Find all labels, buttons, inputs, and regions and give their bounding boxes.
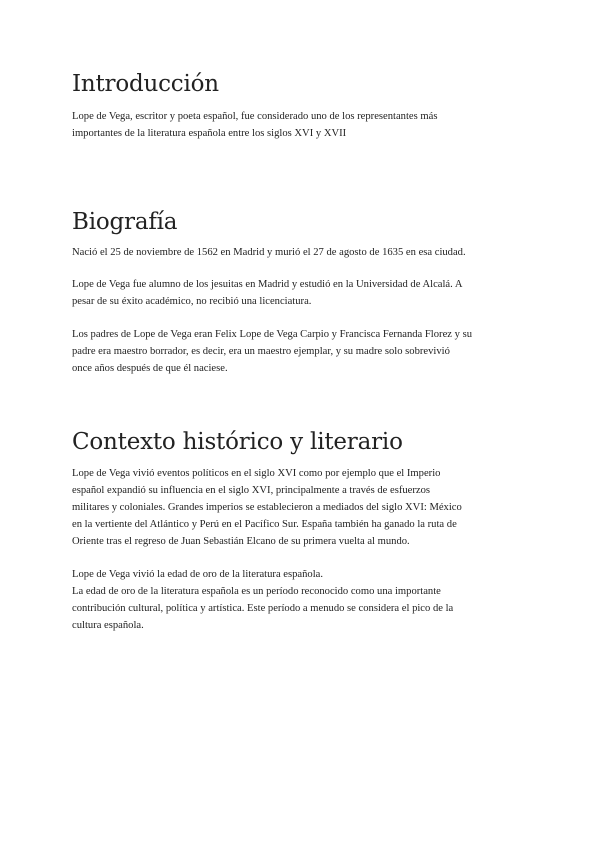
paragraph-biografia-padres (72, 326, 472, 377)
paragraph-line: once años después de que él naciese. (72, 363, 228, 374)
paragraph-line: pesar de su éxito académico, no recibió una licenciatura. (72, 296, 312, 307)
paragraph-line: importantes de la literatura española entre los siglos XVI y XVII (72, 128, 347, 139)
paragraph-contexto-historico (72, 465, 462, 550)
paragraph-contexto-literario (72, 566, 453, 634)
paragraph-line: Nació el 25 de noviembre de 1562 en Madrid y murió el 27 de agosto de 1635 en esa ciudad. (72, 247, 466, 258)
paragraph-line: contribución cultural, política y artística. Este período a menudo se considera el pico de la (72, 603, 454, 614)
section-title-introduccion: Introducción (72, 71, 219, 97)
paragraph-line: cultura española. (72, 620, 144, 631)
paragraph-line: La edad de oro de la literatura española es un período reconocido como una importante (72, 586, 441, 597)
section-title-biografia: Biografía (72, 209, 178, 235)
paragraph-line: en la vertiente del Atlántico y Perú en el Pacífico Sur. España también ha ganado la ruta de (72, 519, 457, 530)
paragraph-line: militares y coloniales. Grandes imperios se establecieron a mediados del siglo XVI: México (72, 502, 462, 513)
paragraph-line: Lope de Vega vivió la edad de oro de la literatura española. (72, 569, 324, 580)
paragraph-introduccion (72, 108, 437, 142)
paragraph-line: padre era maestro borrador, es decir, era un maestro ejemplar, y su madre solo sobrevivió (72, 346, 450, 357)
paragraph-line: Lope de Vega fue alumno de los jesuitas en Madrid y estudió en la Universidad de Alcalá. A (72, 279, 463, 290)
paragraph-biografia-nacimiento (72, 244, 466, 261)
paragraph-line: Lope de Vega, escritor y poeta español, fue considerado uno de los representantes más (72, 111, 438, 122)
paragraph-biografia-estudios (72, 276, 463, 310)
paragraph-line: Lope de Vega vivió eventos políticos en el siglo XVI como por ejemplo que el Imperio (72, 468, 441, 479)
paragraph-line: español expandió su influencia en el siglo XVI, principalmente a través de esfuerzos (72, 485, 431, 496)
paragraph-line: Los padres de Lope de Vega eran Felix Lope de Vega Carpio y Francisca Fernanda Florez y su (72, 329, 472, 340)
paragraph-line: Oriente tras el regreso de Juan Sebastián Elcano de su primera vuelta al mundo. (72, 536, 410, 547)
section-title-contexto: Contexto histórico y literario (72, 429, 403, 455)
